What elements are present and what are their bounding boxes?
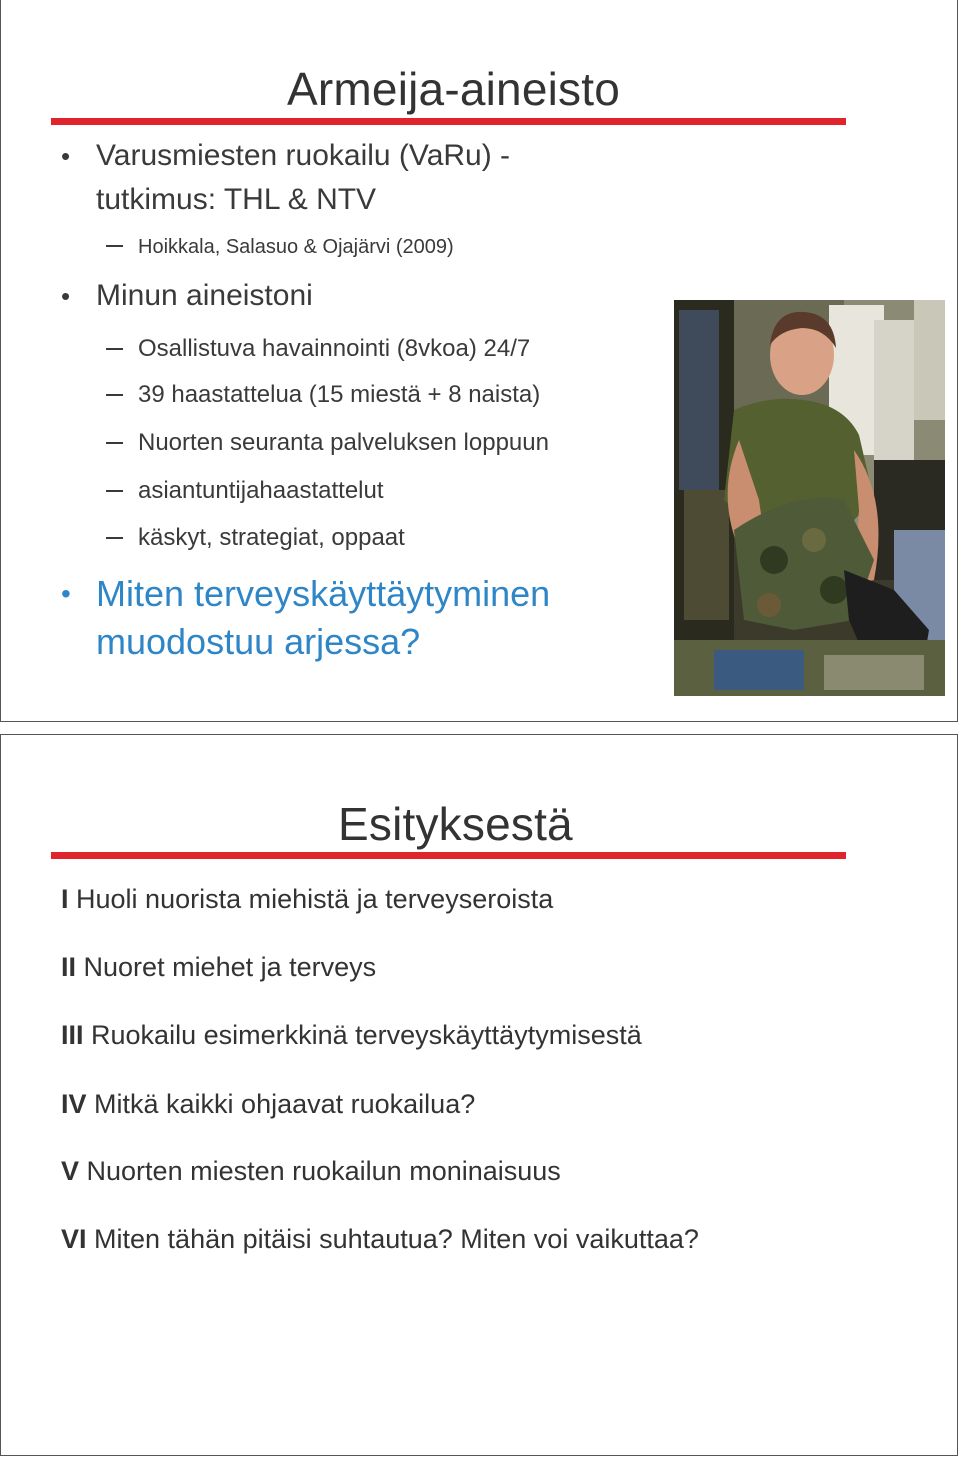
- photo-illustration: [674, 300, 945, 696]
- bullet-dot-icon: •: [61, 578, 71, 609]
- agenda-number: VI: [61, 1224, 87, 1254]
- sub-text: käskyt, strategiat, oppaat: [138, 524, 405, 551]
- slide-esityksesta: [0, 734, 958, 1456]
- sub-text: Osallistuva havainnointi (8vkoa) 24/7: [138, 335, 531, 362]
- agenda-text: Ruokailu esimerkkinä terveyskäyttäytymisestä: [91, 1020, 642, 1050]
- dash-icon: [106, 245, 123, 247]
- sub-text: Hoikkala, Salasuo & Ojajärvi (2009): [138, 236, 454, 258]
- bullet-text: Varusmiesten ruokailu (VaRu) -: [96, 139, 511, 172]
- agenda-text: Huoli nuorista miehistä ja terveyseroista: [76, 884, 554, 914]
- photo-conscript-lacing-boots: [674, 300, 945, 696]
- dash-icon: [106, 537, 123, 539]
- agenda-item: [61, 1154, 561, 1188]
- dash-icon: [106, 394, 123, 396]
- agenda-item: [61, 950, 376, 984]
- agenda-item: [61, 882, 553, 916]
- slide-title: Esityksestä: [338, 798, 573, 850]
- bullet-text: Minun aineistoni: [96, 279, 313, 312]
- sub-text: Nuorten seuranta palveluksen loppuun: [138, 429, 549, 456]
- title-underline: [51, 118, 846, 125]
- bullet-dot-icon: •: [61, 281, 71, 311]
- agenda-number: IV: [61, 1089, 87, 1119]
- bullet-text: tutkimus: THL & NTV: [96, 183, 377, 216]
- agenda-item: [61, 1087, 475, 1121]
- bullet-dot-icon: •: [61, 141, 71, 171]
- agenda-item: [61, 1222, 699, 1256]
- bullet-text: Miten terveyskäyttäytyminen: [96, 573, 551, 614]
- dash-icon: [106, 490, 123, 492]
- slide-title: Armeija-aineisto: [287, 63, 620, 115]
- agenda-text: Mitkä kaikki ohjaavat ruokailua?: [94, 1089, 476, 1119]
- dash-icon: [106, 442, 123, 444]
- agenda-text: Nuorten miesten ruokailun moninaisuus: [86, 1156, 561, 1186]
- agenda-text: Miten tähän pitäisi suhtautua? Miten voi vaikuttaa?: [94, 1224, 699, 1254]
- agenda-number: III: [61, 1020, 84, 1050]
- title-underline: [51, 852, 846, 859]
- sub-text: 39 haastattelua (15 miestä + 8 naista): [138, 381, 541, 408]
- dash-icon: [106, 348, 123, 350]
- bullet-text: muodostuu arjessa?: [96, 621, 421, 662]
- slide-armeija-aineisto: [0, 0, 958, 722]
- agenda-text: Nuoret miehet ja terveys: [83, 952, 377, 982]
- agenda-number: II: [61, 952, 77, 982]
- sub-text: asiantuntijahaastattelut: [138, 477, 384, 504]
- agenda-number: V: [61, 1156, 80, 1186]
- agenda-number: I: [61, 884, 69, 914]
- agenda-item: [61, 1018, 642, 1052]
